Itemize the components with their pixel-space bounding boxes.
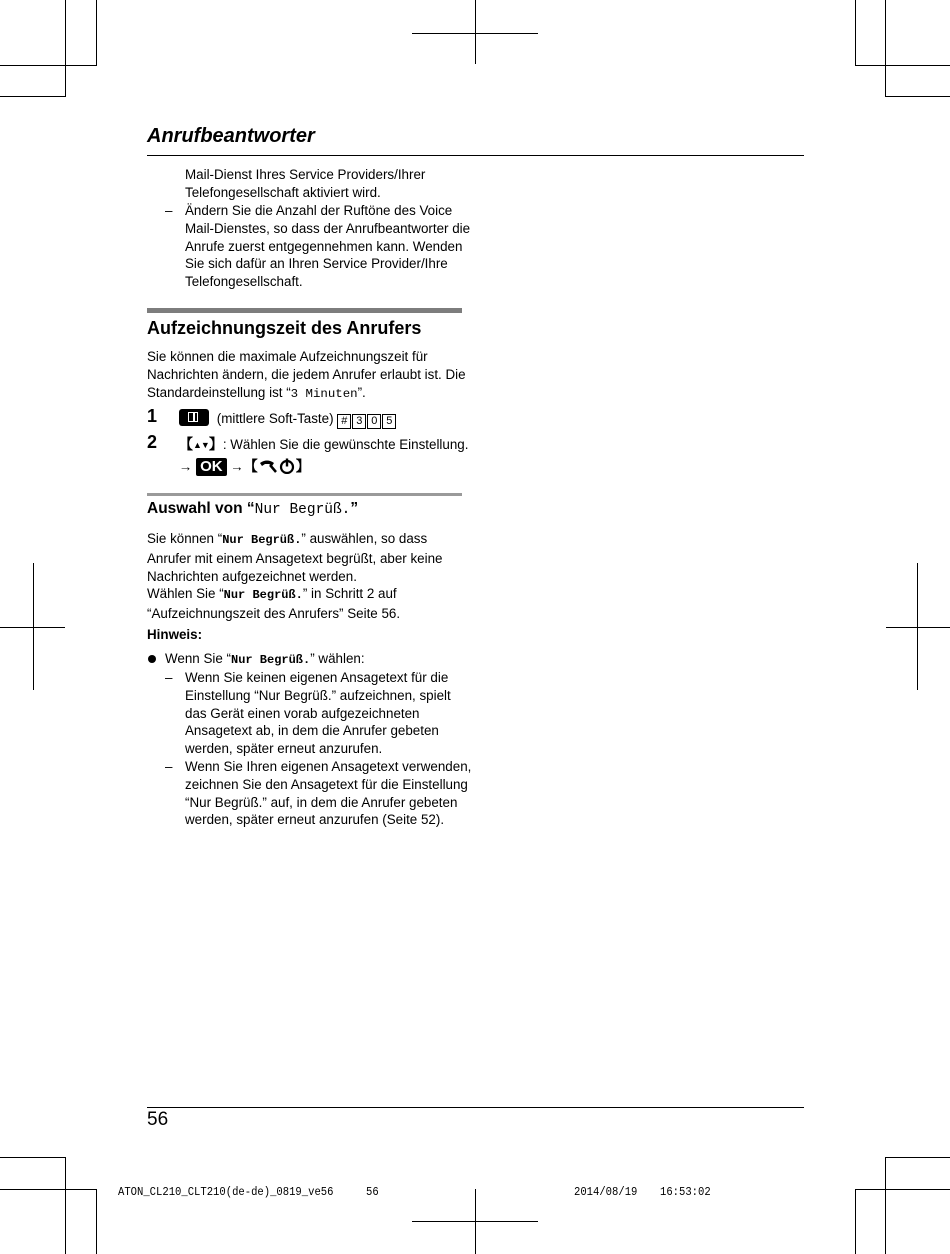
setting-value: Nur Begrüß.	[231, 653, 311, 667]
setting-value: Nur Begrüß.	[223, 588, 303, 603]
bracket-close: 】	[208, 436, 223, 452]
page-title: Anrufbeantworter	[147, 125, 315, 147]
paragraph: Wählen Sie “Nur Begrüß.” in Schritt 2 auf “Aufzeichnungszeit des Anrufers” Seite 56.	[147, 586, 401, 622]
step-line-2	[179, 457, 468, 476]
softkey-label: (mittlere Soft-Taste)	[216, 411, 334, 426]
bracket-open: 【	[179, 436, 193, 452]
hangup-power-icon	[258, 458, 296, 474]
up-down-arrows-icon: ▲▼	[193, 440, 209, 450]
step-number: 1	[147, 406, 158, 426]
bullet-text: Wenn Sie “Nur Begrüß.” wählen:	[165, 651, 365, 667]
print-file-name: ATON_CL210_CLT210(de-de)_0819_ve56	[118, 1185, 334, 1199]
section-intro	[147, 348, 467, 403]
page-number: 56	[147, 1109, 169, 1130]
step-number: 2	[147, 432, 158, 452]
heading-value: Nur Begrüß.	[254, 502, 351, 518]
title-rule	[147, 155, 804, 156]
section-heading: Aufzeichnungszeit des Anrufers	[147, 318, 422, 338]
dash-marker: –	[165, 670, 173, 685]
print-page-number: 56	[366, 1185, 379, 1199]
key-0: 0	[367, 414, 381, 429]
subsection-divider	[147, 493, 462, 496]
paragraph: Sie können “Nur Begrüß.” auswählen, so dass Anrufer mit einem Ansagetext begrüßt, aber keine Nachrichten aufgezeichnet werden.	[147, 531, 443, 584]
quote-open: “	[286, 384, 291, 400]
ok-button-icon: OK	[196, 458, 227, 476]
intro-text: Sie können die maximale Aufzeichnungszeit für Nachrichten ändern, die jedem Anrufer erlaubt ist. Die Standardeinstellung ist	[147, 349, 466, 400]
heading-prefix: Auswahl von “	[147, 500, 255, 517]
step-body	[179, 409, 397, 429]
arrow-right-icon: →	[179, 459, 193, 474]
dash-item-text: Ändern Sie die Anzahl der Ruftöne des Voice Mail-Dienstes, so dass der Anrufbeantworter die Anrufe zuerst entgegennehmen kann. Wenden Sie sich dafür an Ihren Service Provider/Ihre Telefongesellschaft.	[185, 203, 471, 290]
sub-item-text: Wenn Sie Ihren eigenen Ansagetext verwenden, zeichnen Sie den Ansagetext für die Einstellung “Nur Begrüß.” auf, in dem die Anrufer gebeten werden, später erneut anzurufen (Seite 52).	[185, 759, 472, 828]
key-5: 5	[382, 414, 396, 429]
heading-suffix: ”	[350, 500, 359, 517]
step-text: : Wählen Sie die gewünschte Einstellung.	[222, 437, 469, 452]
continuation-text: Mail-Dienst Ihres Service Providers/Ihrer Telefongesellschaft aktiviert wird.	[185, 167, 426, 200]
step-line-1	[179, 435, 468, 454]
step-body	[179, 435, 468, 476]
bracket-open: 【	[243, 458, 258, 474]
bracket-close: 】	[295, 458, 310, 474]
key-hash: #	[337, 414, 351, 429]
footer-rule	[147, 1107, 804, 1108]
quote-close: ”.	[357, 384, 366, 400]
dash-marker: –	[165, 203, 173, 218]
note-label: Hinweis:	[147, 627, 203, 642]
arrow-right-icon: →	[230, 459, 244, 474]
key-3: 3	[352, 414, 366, 429]
sub-item-text: Wenn Sie keinen eigenen Ansagetext für die Einstellung “Nur Begrüß.” aufzeichnen, spielt das Gerät einen vorab aufgezeichneten Ansagetext ab, in dem die Anrufer gebeten werden, später erneut anzurufen.	[185, 670, 451, 757]
dash-marker: –	[165, 759, 173, 774]
setting-value: Nur Begrüß.	[222, 533, 302, 547]
print-date: 2014/08/19	[574, 1185, 638, 1199]
bullet-icon	[148, 655, 156, 663]
print-time: 16:53:02	[660, 1185, 711, 1199]
subsection-body	[147, 530, 467, 623]
section-divider	[147, 308, 462, 313]
menu-softkey-icon	[179, 409, 209, 426]
subsection-heading	[147, 500, 358, 518]
default-value: 3 Minuten	[290, 386, 358, 401]
